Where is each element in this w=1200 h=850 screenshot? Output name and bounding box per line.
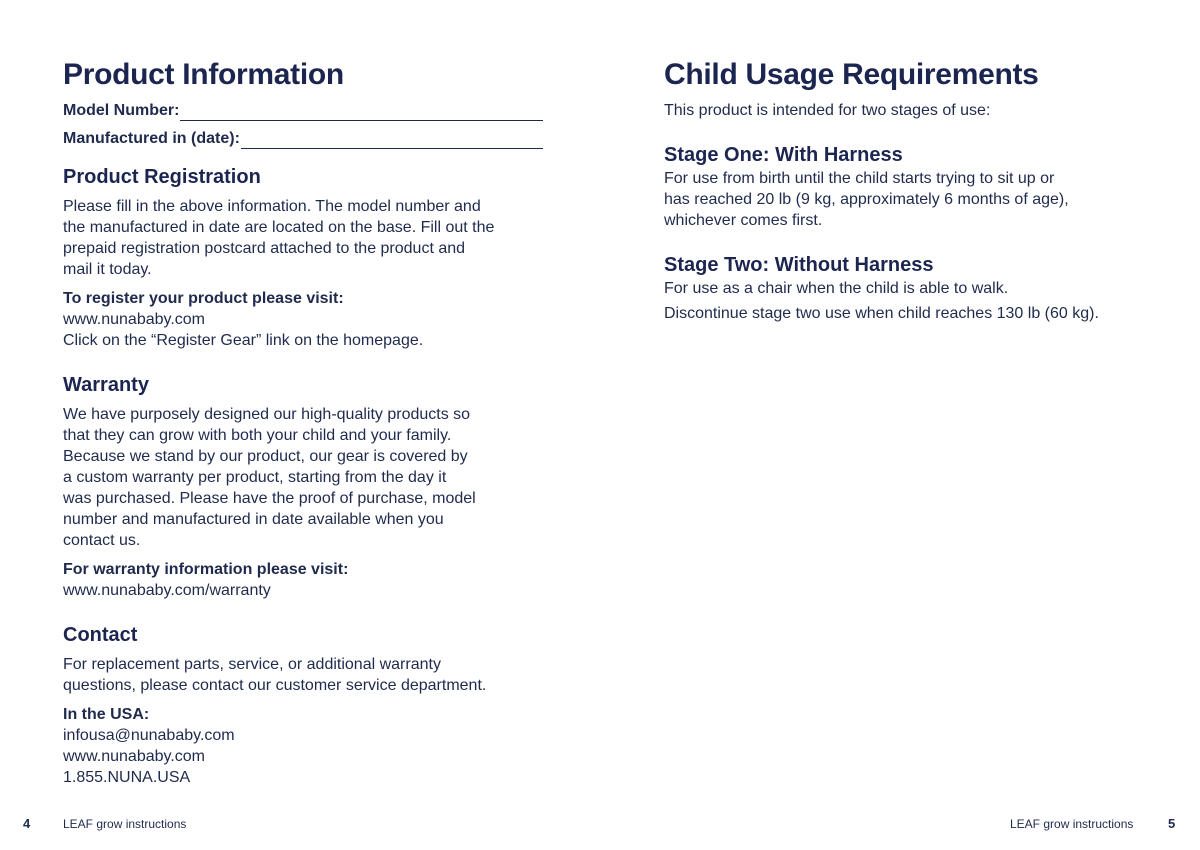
usage-intro: This product is intended for two stages of use:: [664, 102, 991, 119]
stage-two-discontinue-line: Discontinue stage two use when child reaches 130 lb (60 kg).: [664, 305, 1099, 322]
warranty-body-line: a custom warranty per product, starting from the day it: [63, 469, 447, 486]
stage-one-body-line: whichever comes first.: [664, 212, 823, 229]
right-page-number: 5: [1168, 816, 1176, 831]
warranty-url: www.nunababy.com/warranty: [63, 582, 271, 599]
warranty-visit-label: For warranty information please visit:: [63, 561, 349, 578]
right-footer-text: LEAF grow instructions: [1010, 817, 1134, 831]
model-number-label: Model Number:: [63, 102, 180, 119]
stage-two-heading: Stage Two: Without Harness: [664, 254, 934, 276]
model-number-field: [63, 100, 543, 121]
warranty-body-line: was purchased. Please have the proof of purchase, model: [63, 490, 476, 507]
stage-one-body-line: For use from birth until the child starts trying to sit up or: [664, 170, 1055, 187]
contact-body-line: For replacement parts, service, or additional warranty: [63, 656, 441, 673]
product-information-title: Product Information: [63, 58, 344, 91]
stage-two-body-line: For use as a chair when the child is able to walk.: [664, 280, 1009, 297]
registration-body-line: mail it today.: [63, 261, 152, 278]
warranty-body-line: contact us.: [63, 532, 141, 549]
product-registration-heading: Product Registration: [63, 166, 261, 188]
stage-one-heading: Stage One: With Harness: [664, 144, 903, 166]
stage-one-body-line: has reached 20 lb (9 kg, approximately 6 months of age),: [664, 191, 1069, 208]
manufactured-date-label: Manufactured in (date):: [63, 130, 240, 147]
left-page-number: 4: [23, 816, 31, 831]
left-footer-text: LEAF grow instructions: [63, 817, 187, 831]
contact-heading: Contact: [63, 624, 138, 646]
left-page: [63, 56, 543, 788]
registration-body-line: the manufactured in date are located on the base. Fill out the: [63, 219, 495, 236]
warranty-body-line: Because we stand by our product, our gear is covered by: [63, 448, 468, 465]
registration-body-line: Please fill in the above information. The model number and: [63, 198, 481, 215]
warranty-heading: Warranty: [63, 374, 149, 396]
warranty-body-line: that they can grow with both your child and your family.: [63, 427, 452, 444]
contact-url: www.nunababy.com: [63, 748, 205, 765]
manufactured-date-field: [63, 128, 543, 149]
model-number-blank-line: [180, 104, 543, 121]
contact-phone: 1.855.NUNA.USA: [63, 769, 191, 786]
register-visit-label: To register your product please visit:: [63, 290, 344, 307]
contact-body-line: questions, please contact our customer service department.: [63, 677, 487, 694]
contact-email: infousa@nunababy.com: [63, 727, 235, 744]
right-page: [664, 56, 1164, 324]
register-url: www.nunababy.com: [63, 311, 205, 328]
manufactured-date-blank-line: [241, 132, 543, 149]
warranty-body-line: number and manufactured in date available when you: [63, 511, 444, 528]
warranty-body-line: We have purposely designed our high-quality products so: [63, 406, 471, 423]
registration-body-line: prepaid registration postcard attached to the product and: [63, 240, 466, 257]
register-gear-note: Click on the “Register Gear” link on the homepage.: [63, 332, 424, 349]
child-usage-title: Child Usage Requirements: [664, 58, 1039, 91]
usa-label: In the USA:: [63, 706, 150, 723]
